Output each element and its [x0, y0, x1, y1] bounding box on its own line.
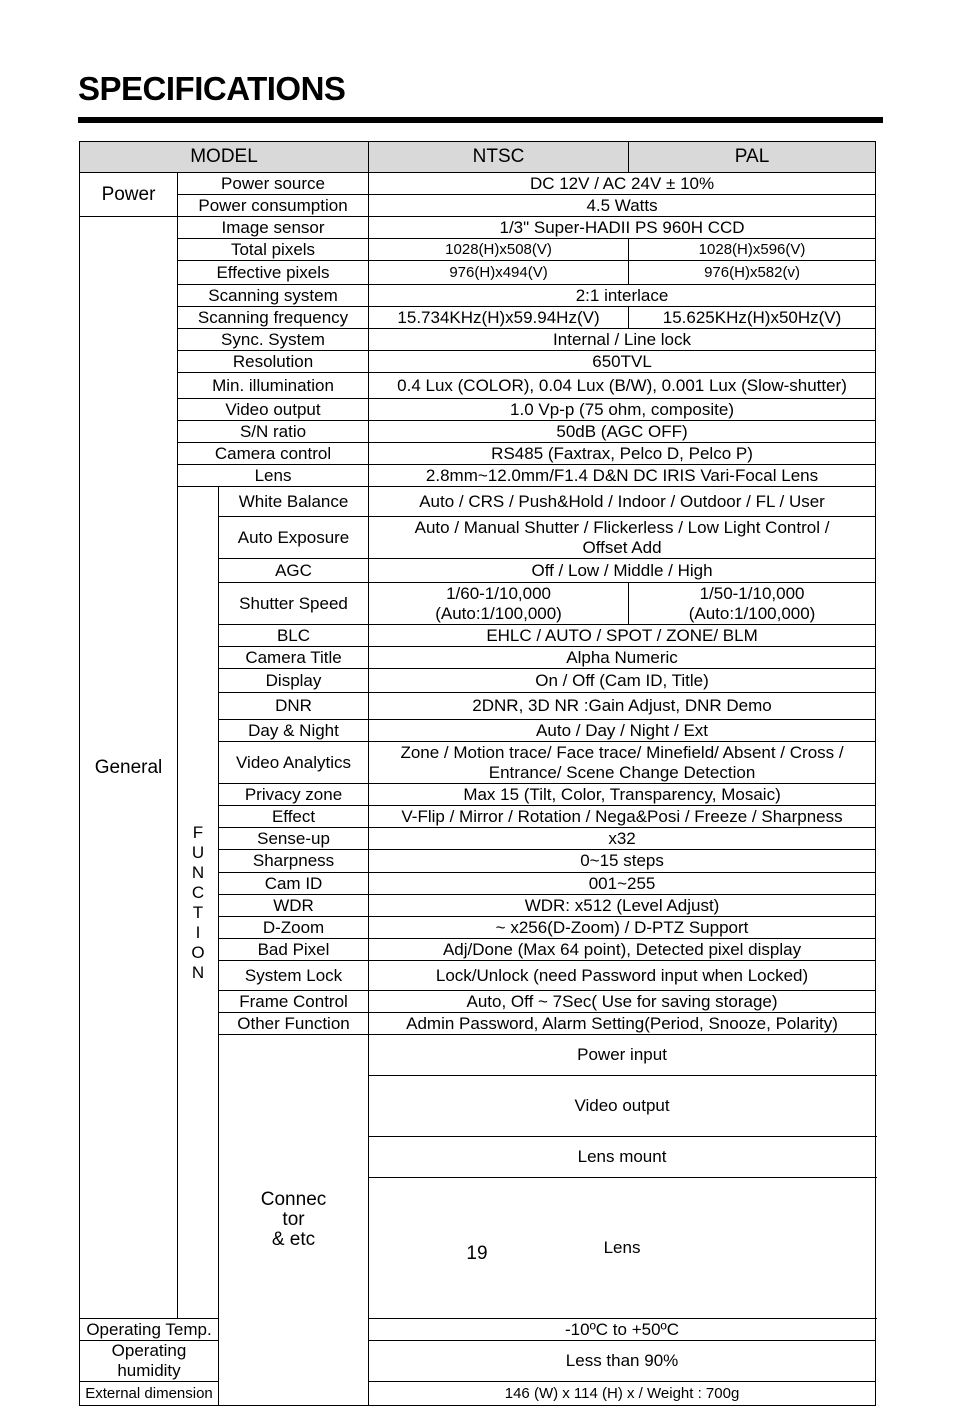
- spec-label: Scanning frequency: [178, 307, 369, 329]
- spec-value-line: Zone / Motion trace/ Face trace/ Minefield/ Absent / Cross /: [400, 742, 844, 762]
- spec-value: Lock/Unlock (need Password input when Locked): [369, 961, 876, 991]
- table-row: [80, 487, 876, 517]
- spec-value-pal: 976(H)x582(v): [629, 261, 876, 285]
- spec-value: 0~15 steps: [369, 850, 876, 873]
- spec-value: Auto / CRS / Push&Hold / Indoor / Outdoor / FL / User: [369, 487, 876, 517]
- spec-value-line: (Auto:1/100,000): [688, 603, 816, 623]
- spec-label: DNR: [219, 693, 369, 720]
- spec-value: 146 (W) x 114 (H) x / Weight : 700g: [369, 1382, 876, 1406]
- spec-value: 2:1 interlace: [369, 285, 876, 307]
- page-title: SPECIFICATIONS: [78, 70, 346, 107]
- table-row: [80, 1319, 876, 1341]
- function-letter: F: [192, 822, 204, 842]
- function-letter: N: [191, 862, 205, 882]
- spec-value: 0.4 Lux (COLOR), 0.04 Lux (B/W), 0.001 Lux (Slow-shutter): [369, 373, 876, 399]
- spec-value: Less than 90%: [369, 1341, 876, 1382]
- spec-label: Video output: [369, 1076, 876, 1137]
- table-row: [80, 1341, 876, 1382]
- spec-table: [79, 141, 876, 1406]
- spec-value-line: (Auto:1/100,000): [435, 603, 562, 623]
- spec-label: Video output: [178, 399, 369, 421]
- spec-value-pal: 1028(H)x596(V): [629, 239, 876, 261]
- spec-label: Other Function: [219, 1013, 369, 1035]
- spec-value-line: 1/50-1/10,000: [699, 583, 805, 603]
- spec-label: D-Zoom: [219, 917, 369, 939]
- spec-value: 001~255: [369, 873, 876, 895]
- spec-label: Resolution: [178, 351, 369, 373]
- spec-value: ~ x256(D-Zoom) / D-PTZ Support: [369, 917, 876, 939]
- group-connector-line: tor: [282, 1209, 305, 1230]
- spec-value-ntsc: 1028(H)x508(V): [369, 239, 629, 261]
- table-row: [80, 465, 876, 487]
- spec-value: 2.8mm~12.0mm/F1.4 D&N DC IRIS Vari-Focal Lens: [369, 465, 876, 487]
- table-row: [80, 1382, 876, 1406]
- spec-label: Power consumption: [178, 195, 369, 217]
- table-row: [80, 217, 876, 239]
- function-letter: O: [191, 942, 205, 962]
- spec-label: BLC: [219, 625, 369, 647]
- table-row: [80, 239, 876, 261]
- spec-label: Min. illumination: [178, 373, 369, 399]
- spec-label: White Balance: [219, 487, 369, 517]
- spec-label: System Lock: [219, 961, 369, 991]
- spec-value: Alpha Numeric: [369, 647, 876, 669]
- spec-label: Shutter Speed: [219, 583, 369, 625]
- group-connector-line: Connec: [260, 1189, 327, 1210]
- table-row: [80, 351, 876, 373]
- table-row: [80, 173, 876, 195]
- function-letter: I: [195, 922, 201, 942]
- table-row: [80, 261, 876, 285]
- function-letter: U: [191, 842, 205, 862]
- spec-value-line: Entrance/ Scene Change Detection: [488, 762, 756, 782]
- spec-label: Scanning system: [178, 285, 369, 307]
- function-letter: T: [192, 902, 204, 922]
- spec-value: 50dB (AGC OFF): [369, 421, 876, 443]
- spec-value: Internal / Line lock: [369, 329, 876, 351]
- table-row: [80, 373, 876, 399]
- spec-value: Auto / Day / Night / Ext: [369, 720, 876, 742]
- spec-value: 1.0 Vp-p (75 ohm, composite): [369, 399, 876, 421]
- header-ntsc: NTSC: [369, 142, 629, 173]
- spec-value: DC 12V / AC 24V ± 10%: [369, 173, 876, 195]
- spec-label: WDR: [219, 895, 369, 917]
- spec-value: 2DNR, 3D NR :Gain Adjust, DNR Demo: [369, 693, 876, 720]
- spec-value: -10ºC to +50ºC: [369, 1319, 876, 1341]
- group-power: Power: [80, 173, 178, 217]
- spec-label: Power input: [369, 1035, 876, 1076]
- spec-label: Effect: [219, 806, 369, 828]
- spec-label: Total pixels: [178, 239, 369, 261]
- spec-value: EHLC / AUTO / SPOT / ZONE/ BLM: [369, 625, 876, 647]
- title-underline: [78, 117, 883, 123]
- spec-label: External dimension: [80, 1382, 219, 1406]
- spec-label: Frame Control: [219, 991, 369, 1013]
- table-row: [80, 285, 876, 307]
- spec-label: Day & Night: [219, 720, 369, 742]
- header-pal: PAL: [629, 142, 876, 173]
- spec-label: Display: [219, 669, 369, 693]
- spec-value-line: Offset Add: [582, 537, 662, 557]
- spec-label: Privacy zone: [219, 784, 369, 806]
- spec-value-line: Auto / Manual Shutter / Flickerless / Low Light Control /: [414, 517, 830, 537]
- spec-label: Camera control: [178, 443, 369, 465]
- spec-value: Off / Low / Middle / High: [369, 559, 876, 583]
- spec-label: Image sensor: [178, 217, 369, 239]
- spec-value-ntsc: 15.734KHz(H)x59.94Hz(V): [369, 307, 629, 329]
- spec-label: S/N ratio: [178, 421, 369, 443]
- spec-value: [369, 742, 876, 784]
- spec-value: Auto, Off ~ 7Sec( Use for saving storage): [369, 991, 876, 1013]
- spec-label: Video Analytics: [219, 742, 369, 784]
- spec-label: Lens: [178, 465, 369, 487]
- spec-label: Power source: [178, 173, 369, 195]
- spec-value: V-Flip / Mirror / Rotation / Nega&Posi / Freeze / Sharpness: [369, 806, 876, 828]
- spec-label: Cam ID: [219, 873, 369, 895]
- header-row: [80, 142, 876, 173]
- table-row: [80, 443, 876, 465]
- spec-value: Adj/Done (Max 64 point), Detected pixel display: [369, 939, 876, 961]
- group-connector: [219, 1035, 369, 1406]
- spec-value-ntsc: 976(H)x494(V): [369, 261, 629, 285]
- spec-value: [369, 517, 876, 559]
- table-row: [80, 421, 876, 443]
- header-model: MODEL: [80, 142, 369, 173]
- function-letter: C: [191, 882, 205, 902]
- spec-value-line: 1/60-1/10,000: [446, 583, 551, 603]
- spec-label: Operating Temp.: [80, 1319, 219, 1341]
- spec-label: Lens mount: [369, 1137, 876, 1178]
- table-row: [80, 195, 876, 217]
- spec-label: Sync. System: [178, 329, 369, 351]
- spec-label: Bad Pixel: [219, 939, 369, 961]
- spec-label: Sharpness: [219, 850, 369, 873]
- spec-label: Operating humidity: [80, 1341, 219, 1382]
- spec-value-pal: [629, 583, 876, 625]
- spec-value-pal: 15.625KHz(H)x50Hz(V): [629, 307, 876, 329]
- spec-label: AGC: [219, 559, 369, 583]
- group-general: General: [80, 217, 178, 1319]
- spec-value: 650TVL: [369, 351, 876, 373]
- table-row: [80, 307, 876, 329]
- spec-value: WDR: x512 (Level Adjust): [369, 895, 876, 917]
- spec-label: Effective pixels: [178, 261, 369, 285]
- table-row: [80, 399, 876, 421]
- spec-value: RS485 (Faxtrax, Pelco D, Pelco P): [369, 443, 876, 465]
- spec-value: x32: [369, 828, 876, 850]
- spec-value: 1/3" Super-HADII PS 960H CCD: [369, 217, 876, 239]
- spec-label: Camera Title: [219, 647, 369, 669]
- page-number: 19: [466, 1243, 488, 1264]
- spec-value: 4.5 Watts: [369, 195, 876, 217]
- function-letter: N: [191, 962, 205, 982]
- spec-label: Auto Exposure: [219, 517, 369, 559]
- spec-label: Lens: [369, 1178, 876, 1319]
- spec-value: Max 15 (Tilt, Color, Transparency, Mosaic): [369, 784, 876, 806]
- spec-label: Sense-up: [219, 828, 369, 850]
- spec-value: Admin Password, Alarm Setting(Period, Snooze, Polarity): [369, 1013, 876, 1035]
- spec-value-ntsc: [369, 583, 629, 625]
- spec-value: On / Off (Cam ID, Title): [369, 669, 876, 693]
- group-connector-line: & etc: [271, 1229, 316, 1250]
- group-function: [178, 487, 219, 1319]
- table-row: [80, 329, 876, 351]
